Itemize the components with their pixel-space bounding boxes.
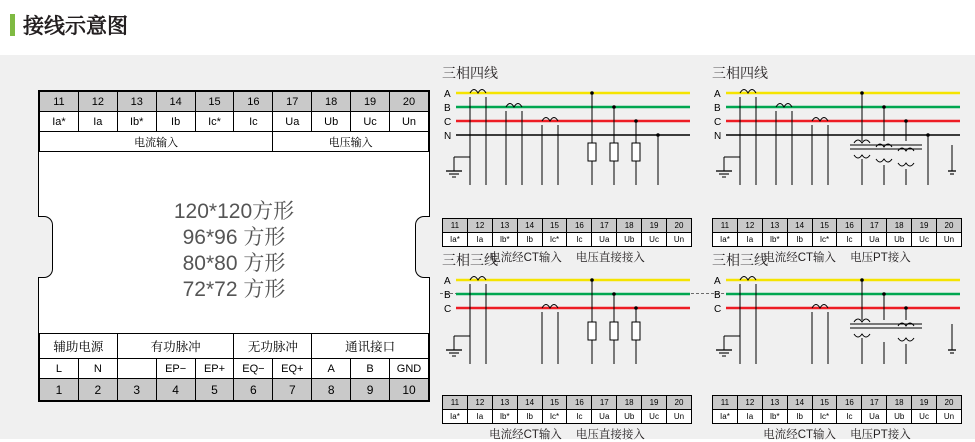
- terminal-number: 15: [812, 396, 837, 410]
- terminal-label: Ia*: [713, 410, 738, 424]
- terminal-number: 12: [737, 396, 762, 410]
- terminal-number: 11: [443, 219, 468, 233]
- terminal-number: 17: [592, 219, 617, 233]
- wiring-schematic: [442, 272, 692, 390]
- terminal-number: 18: [887, 219, 912, 233]
- caption-voltage: 电压直接接入: [575, 429, 645, 441]
- terminal-label: Ub: [617, 233, 642, 247]
- terminal-label: Uc: [351, 112, 390, 132]
- diagram-terminal-table: [712, 395, 962, 424]
- bottom-label: N: [78, 359, 117, 379]
- terminal-label: Ib*: [492, 410, 517, 424]
- table-row: [443, 219, 692, 233]
- terminal-label: Ib*: [762, 410, 787, 424]
- bottom-label: EP−: [156, 359, 195, 379]
- terminal-number: 13: [762, 396, 787, 410]
- diagram-title: 三相四线: [712, 65, 768, 81]
- terminal-number: 15: [542, 396, 567, 410]
- terminal-label: Ib*: [762, 233, 787, 247]
- diagram-terminal-table: [712, 218, 962, 247]
- group-comm-port: 通讯接口: [312, 334, 429, 359]
- table-row: [40, 132, 429, 152]
- bottom-label: L: [40, 359, 79, 379]
- terminal-label: Uc: [912, 233, 937, 247]
- terminal-label: Ic: [837, 233, 862, 247]
- bottom-number: 6: [234, 379, 273, 401]
- caption-current: 电流经CT输入: [489, 429, 562, 441]
- terminal-number: 13: [492, 396, 517, 410]
- terminal-label: Ia*: [443, 410, 468, 424]
- terminal-number: 12: [467, 219, 492, 233]
- phase-label-c: C: [714, 304, 722, 315]
- terminal-label: Ib: [787, 410, 812, 424]
- bottom-number: 8: [312, 379, 351, 401]
- terminal-label: Ic*: [812, 233, 837, 247]
- table-row: [443, 410, 692, 424]
- terminal-number: 14: [517, 219, 542, 233]
- phase-label-a: A: [444, 89, 451, 100]
- caption-current: 电流经CT输入: [763, 429, 837, 441]
- wiring-diagram-3p4w-pt: [712, 63, 962, 265]
- size-line: 80*80 方形: [182, 252, 286, 275]
- terminal-label: Ia: [78, 112, 117, 132]
- table-row: [40, 359, 429, 379]
- terminal-number: 16: [234, 92, 273, 112]
- table-row: [443, 233, 692, 247]
- terminal-label: Ic*: [195, 112, 234, 132]
- bottom-label: EQ+: [273, 359, 312, 379]
- terminal-label: Ic: [567, 233, 592, 247]
- terminal-label: Ic*: [542, 233, 567, 247]
- bottom-number: 1: [40, 379, 79, 401]
- terminal-number: 11: [443, 396, 468, 410]
- terminal-label: Ia*: [40, 112, 79, 132]
- diagram-title: 三相四线: [442, 65, 498, 81]
- terminal-number: 16: [837, 396, 862, 410]
- phase-label-b: B: [444, 290, 451, 301]
- terminal-number: 19: [642, 219, 667, 233]
- terminal-label: Un: [667, 410, 692, 424]
- meter-size-list: [39, 199, 429, 303]
- bottom-label: A: [312, 359, 351, 379]
- terminal-number: 16: [567, 396, 592, 410]
- terminal-number: 20: [667, 396, 692, 410]
- terminal-label: Un: [937, 233, 962, 247]
- phase-label-b: B: [714, 103, 721, 114]
- terminal-label: Uc: [642, 233, 667, 247]
- terminal-number: 12: [78, 92, 117, 112]
- bottom-label: GND: [390, 359, 429, 379]
- terminal-number: 14: [156, 92, 195, 112]
- bottom-number: 7: [273, 379, 312, 401]
- terminal-number: 20: [667, 219, 692, 233]
- terminal-label: Ub: [312, 112, 351, 132]
- terminal-number: 15: [812, 219, 837, 233]
- terminal-number: 15: [195, 92, 234, 112]
- phase-label-a: A: [444, 276, 451, 287]
- terminal-label: Ic*: [812, 410, 837, 424]
- terminal-label: Un: [667, 233, 692, 247]
- bottom-number: 5: [195, 379, 234, 401]
- diagram-terminal-table: [442, 395, 692, 424]
- terminal-label: Ib: [787, 233, 812, 247]
- group-current-input: 电流输入: [40, 132, 273, 152]
- phase-label-c: C: [444, 117, 452, 128]
- caption-current: 电流经CT输入: [489, 252, 562, 264]
- terminal-number: 17: [862, 396, 887, 410]
- terminal-number: 12: [737, 219, 762, 233]
- terminal-number: 20: [937, 396, 962, 410]
- group-reactive-pulse: 无功脉冲: [234, 334, 312, 359]
- terminal-label: Uc: [912, 410, 937, 424]
- phase-label-b: B: [714, 290, 721, 301]
- terminal-label: Ib*: [492, 233, 517, 247]
- size-line: 96*96 方形: [182, 226, 286, 249]
- terminal-label: Ia: [467, 410, 492, 424]
- bottom-label: [117, 359, 156, 379]
- meter-terminal-drawing: [38, 90, 430, 402]
- terminal-label: Ib*: [117, 112, 156, 132]
- terminal-label: Ic: [567, 410, 592, 424]
- terminal-number: 13: [117, 92, 156, 112]
- terminal-label: Ua: [592, 410, 617, 424]
- terminal-label: Uc: [642, 410, 667, 424]
- bottom-number: 3: [117, 379, 156, 401]
- bottom-number: 2: [78, 379, 117, 401]
- table-row: [40, 92, 429, 112]
- terminal-label: Ia*: [713, 233, 738, 247]
- title-accent-bar: [10, 14, 15, 36]
- terminal-label: Ia: [737, 233, 762, 247]
- terminal-label: Ia*: [443, 233, 468, 247]
- terminal-number: 11: [713, 219, 738, 233]
- terminal-label: Ib: [517, 410, 542, 424]
- diagram-panel: [0, 55, 975, 439]
- meter-bottom-table: [39, 333, 429, 401]
- terminal-label: Ua: [862, 410, 887, 424]
- terminal-label: Ua: [862, 233, 887, 247]
- terminal-label: Ia: [467, 233, 492, 247]
- terminal-number: 19: [351, 92, 390, 112]
- terminal-number: 13: [762, 219, 787, 233]
- terminal-number: 17: [592, 396, 617, 410]
- phase-label-c: C: [714, 117, 722, 128]
- table-row: [713, 410, 962, 424]
- phase-label-b: B: [444, 103, 451, 114]
- group-active-pulse: 有功脉冲: [117, 334, 234, 359]
- terminal-number: 14: [787, 396, 812, 410]
- terminal-number: 18: [887, 396, 912, 410]
- terminal-label: Un: [390, 112, 429, 132]
- terminal-number: 11: [713, 396, 738, 410]
- wiring-diagram-3p3w-pt: [712, 250, 962, 442]
- diagram-title: 三相三线: [442, 252, 498, 268]
- terminal-label: Ib: [156, 112, 195, 132]
- table-row: [40, 112, 429, 132]
- terminal-number: 20: [937, 219, 962, 233]
- page-title-text: 接线示意图: [23, 15, 128, 38]
- terminal-label: Ic: [234, 112, 273, 132]
- terminal-number: 18: [617, 219, 642, 233]
- caption-current: 电流经CT输入: [763, 252, 837, 264]
- terminal-number: 13: [492, 219, 517, 233]
- table-row: [40, 334, 429, 359]
- terminal-label: Ua: [592, 233, 617, 247]
- meter-terminal-table: [39, 91, 429, 152]
- terminal-label: Ua: [273, 112, 312, 132]
- bottom-number: 4: [156, 379, 195, 401]
- bottom-number: 10: [390, 379, 429, 401]
- terminal-label: Ia: [737, 410, 762, 424]
- diagram-caption: [712, 426, 962, 442]
- page-title: [10, 10, 128, 40]
- phase-label-c: C: [444, 304, 452, 315]
- caption-voltage: 电压PT接入: [850, 429, 911, 441]
- terminal-number: 14: [787, 219, 812, 233]
- wiring-schematic: [712, 85, 962, 213]
- terminal-label: Ub: [887, 410, 912, 424]
- diagram-terminal-table: [442, 218, 692, 247]
- bottom-label: EP+: [195, 359, 234, 379]
- terminal-label: Un: [937, 410, 962, 424]
- table-row: [713, 233, 962, 247]
- terminal-number: 12: [467, 396, 492, 410]
- wiring-schematic: [442, 85, 692, 213]
- terminal-number: 11: [40, 92, 79, 112]
- terminal-number: 14: [517, 396, 542, 410]
- size-line: 72*72 方形: [182, 278, 286, 301]
- caption-voltage: 电压直接接入: [575, 252, 645, 264]
- terminal-number: 19: [912, 219, 937, 233]
- diagram-title: 三相三线: [712, 252, 768, 268]
- terminal-label: Ib: [517, 233, 542, 247]
- terminal-label: Ub: [887, 233, 912, 247]
- bottom-number: 9: [351, 379, 390, 401]
- phase-label-n: N: [714, 131, 722, 142]
- bottom-label: EQ−: [234, 359, 273, 379]
- caption-voltage: 电压PT接入: [850, 252, 911, 264]
- group-voltage-input: 电压输入: [273, 132, 429, 152]
- terminal-number: 16: [837, 219, 862, 233]
- wiring-diagram-3p3w-direct: [442, 250, 692, 442]
- table-row: [713, 219, 962, 233]
- phase-label-a: A: [714, 276, 721, 287]
- terminal-number: 17: [862, 219, 887, 233]
- wiring-diagram-3p4w-direct: [442, 63, 692, 265]
- terminal-label: Ic: [837, 410, 862, 424]
- terminal-number: 19: [642, 396, 667, 410]
- terminal-number: 17: [273, 92, 312, 112]
- wiring-schematic: [712, 272, 962, 390]
- terminal-label: Ic*: [542, 410, 567, 424]
- size-line: 120*120方形: [173, 200, 295, 223]
- terminal-number: 18: [312, 92, 351, 112]
- table-row: [713, 396, 962, 410]
- phase-label-n: N: [444, 131, 452, 142]
- terminal-number: 16: [567, 219, 592, 233]
- table-row: [40, 379, 429, 401]
- terminal-label: Ub: [617, 410, 642, 424]
- terminal-number: 15: [542, 219, 567, 233]
- bottom-label: B: [351, 359, 390, 379]
- terminal-number: 19: [912, 396, 937, 410]
- terminal-number: 18: [617, 396, 642, 410]
- diagram-caption: [442, 426, 692, 442]
- terminal-number: 20: [390, 92, 429, 112]
- phase-label-a: A: [714, 89, 721, 100]
- meter-bottom-terminals: [39, 333, 429, 401]
- group-aux-power: 辅助电源: [40, 334, 118, 359]
- table-row: [443, 396, 692, 410]
